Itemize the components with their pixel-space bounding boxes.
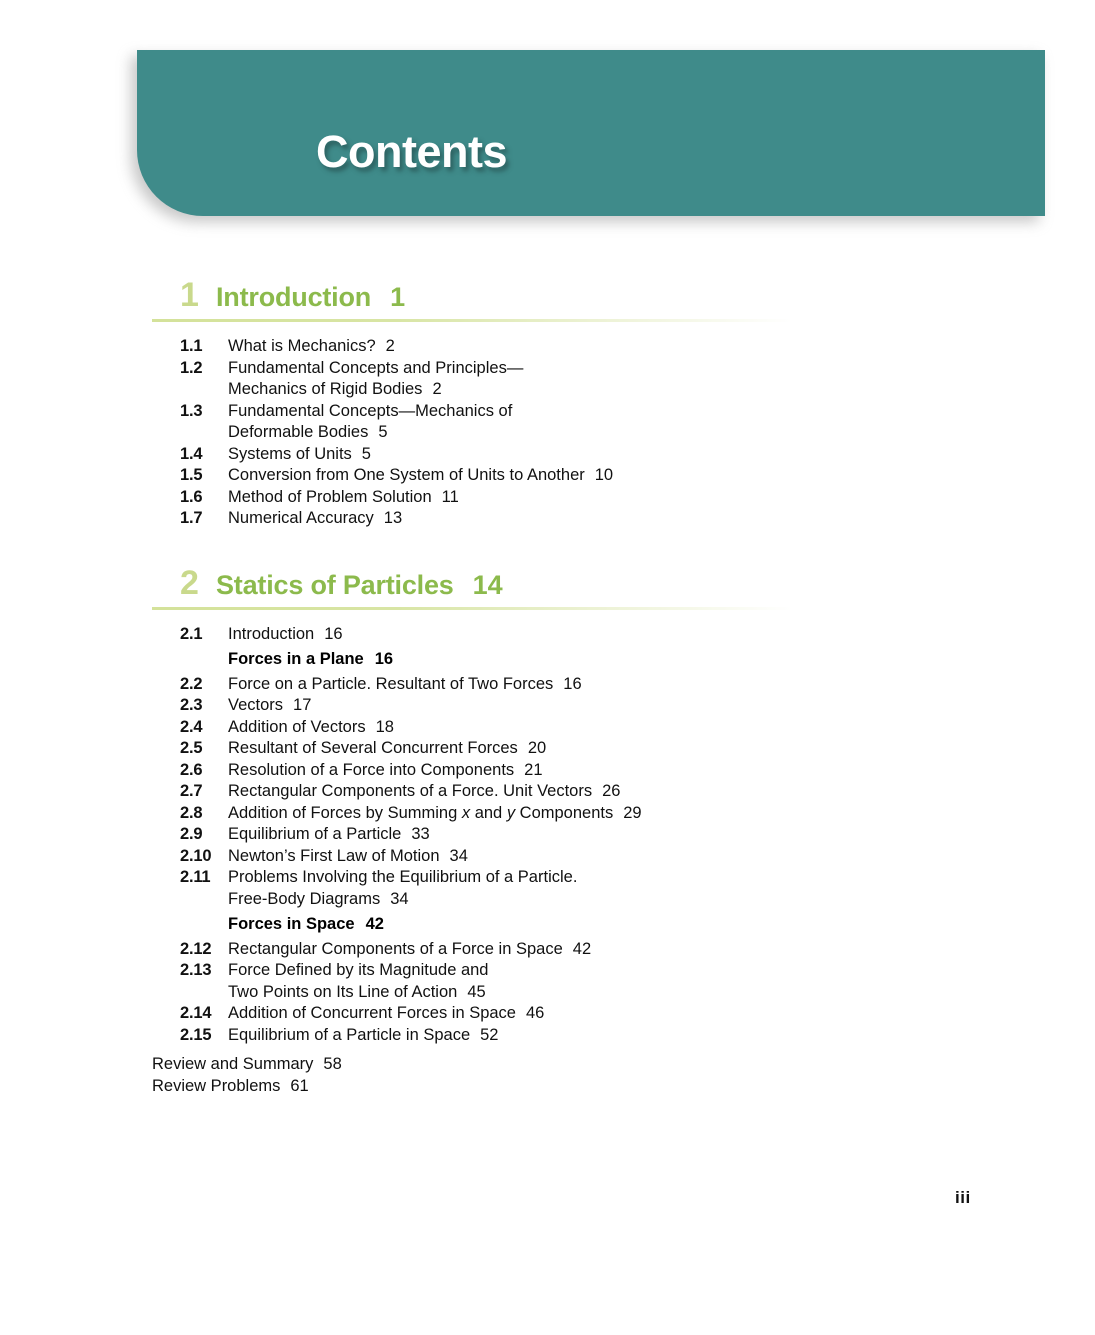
section-title-block xyxy=(228,444,972,466)
section-title-line xyxy=(228,960,972,982)
section-number: 2.9 xyxy=(180,825,203,843)
section-page-number: 2 xyxy=(432,380,442,398)
section-page-number: 29 xyxy=(623,803,642,822)
section-title-line xyxy=(228,358,972,380)
section-title-line xyxy=(228,738,972,760)
section-title-text: Fundamental Concepts and Principles— xyxy=(228,358,524,377)
section-title-text: Resolution of a Force into Components xyxy=(228,760,515,779)
section-title-text: Deformable Bodies xyxy=(228,423,369,441)
back-matter-entry[interactable] xyxy=(152,1076,342,1098)
section-title-block xyxy=(228,1025,972,1047)
toc-entry[interactable] xyxy=(180,444,972,466)
section-page-number: 13 xyxy=(383,509,403,527)
section-number: 2.1 xyxy=(180,624,203,643)
section-group-page: 42 xyxy=(365,915,384,933)
toc-entry[interactable] xyxy=(180,401,972,444)
section-title-block xyxy=(228,508,972,530)
section-title-text: Addition of Vectors xyxy=(228,717,366,736)
section-group-page: 16 xyxy=(374,650,394,668)
section-title-block xyxy=(228,960,972,1003)
section-page-number: 16 xyxy=(324,624,343,643)
section-page-number: 2 xyxy=(385,337,395,355)
section-title-line xyxy=(228,824,972,846)
toc-entry[interactable] xyxy=(180,465,972,487)
section-title-block xyxy=(228,336,972,358)
section-title-line xyxy=(228,379,972,401)
section-title-text: Mechanics of Rigid Bodies xyxy=(228,380,423,398)
back-matter-list xyxy=(152,1054,342,1097)
section-page-number: 16 xyxy=(563,674,582,693)
section-title-text: Introduction xyxy=(228,624,315,643)
section-title-text: Components xyxy=(515,803,614,822)
toc-entry[interactable] xyxy=(180,939,972,961)
section-title-block xyxy=(228,1003,972,1025)
section-number: 2.12 xyxy=(180,939,212,958)
toc-entry[interactable] xyxy=(180,738,972,760)
section-number: 2.3 xyxy=(180,696,203,714)
section-title-line xyxy=(228,717,972,739)
chapter-divider xyxy=(152,319,792,322)
section-title-line xyxy=(228,1025,972,1047)
toc-entry[interactable] xyxy=(180,624,972,646)
section-title-block xyxy=(228,760,972,782)
section-title-block xyxy=(228,867,972,910)
section-page-number: 33 xyxy=(411,825,430,843)
toc-entry[interactable] xyxy=(180,717,972,739)
section-title-text: Conversion from One System of Units to Another xyxy=(228,466,585,484)
page-title: Contents xyxy=(316,126,507,177)
chapter-page-number: 14 xyxy=(472,569,503,600)
section-number: 2.8 xyxy=(180,803,203,822)
toc-entry[interactable] xyxy=(180,695,972,717)
spacer xyxy=(180,649,228,671)
section-title-text: Force Defined by its Magnitude and xyxy=(228,961,489,979)
section-title-line xyxy=(228,444,972,466)
section-page-number: 42 xyxy=(572,939,592,958)
back-matter-entry[interactable] xyxy=(152,1054,342,1076)
section-title-line xyxy=(228,846,972,868)
section-number: 1.5 xyxy=(180,466,203,484)
section-title-text: Addition of Concurrent Forces in Space xyxy=(228,1004,516,1022)
chapter-title: Statics of Particles xyxy=(216,569,454,600)
chapter-number: 1 xyxy=(180,276,199,314)
section-page-number: 18 xyxy=(375,717,394,736)
section-number: 2.14 xyxy=(180,1004,212,1022)
back-matter-page: 58 xyxy=(323,1055,342,1073)
page-number: iii xyxy=(955,1188,971,1207)
section-title-line xyxy=(228,889,972,911)
toc-entry[interactable] xyxy=(180,336,972,358)
section-page-number: 5 xyxy=(361,444,371,463)
section-title-block xyxy=(228,846,972,868)
section-title-block xyxy=(228,465,972,487)
back-matter-label: Review Problems xyxy=(152,1076,281,1095)
toc-entry[interactable] xyxy=(180,1003,972,1025)
section-page-number: 45 xyxy=(467,982,486,1001)
section-number: 1.7 xyxy=(180,509,203,527)
section-title-line xyxy=(228,401,972,423)
section-group-heading xyxy=(180,649,972,671)
section-group-label: Forces in Space xyxy=(228,915,355,933)
section-title-line xyxy=(228,982,972,1004)
chapter-title: Introduction xyxy=(216,282,372,312)
toc-entry[interactable] xyxy=(180,760,972,782)
section-title-text: Force on a Particle. Resultant of Two Forces xyxy=(228,674,554,693)
chapter-page-number: 1 xyxy=(390,282,406,312)
section-title-text: Method of Problem Solution xyxy=(228,487,432,506)
section-title-text: Equilibrium of a Particle xyxy=(228,825,402,843)
section-page-number: 26 xyxy=(602,782,621,800)
chapter-heading[interactable] xyxy=(152,563,972,602)
section-number: 2.10 xyxy=(180,846,212,865)
toc-entry[interactable] xyxy=(180,1025,972,1047)
section-page-number: 21 xyxy=(524,760,543,779)
section-title-block xyxy=(228,358,972,401)
toc-entry[interactable] xyxy=(180,508,972,530)
banner-fill xyxy=(137,50,1045,216)
section-title-block xyxy=(228,738,972,760)
toc-entry[interactable] xyxy=(180,960,972,1003)
chapter-number: 2 xyxy=(180,563,199,602)
section-page-number: 5 xyxy=(378,423,388,441)
section-title-text: Fundamental Concepts—Mechanics of xyxy=(228,401,513,420)
toc-entry[interactable] xyxy=(180,487,972,509)
chapter-heading[interactable] xyxy=(152,278,972,312)
section-list xyxy=(152,336,972,530)
section-title-text: Rectangular Components of a Force. Unit Vectors xyxy=(228,782,593,800)
back-matter-page: 61 xyxy=(290,1076,309,1095)
section-title-text: Numerical Accuracy xyxy=(228,509,374,527)
section-number: 1.2 xyxy=(180,358,203,377)
section-title-line xyxy=(228,508,972,530)
section-title-line xyxy=(228,803,972,825)
section-page-number: 20 xyxy=(527,739,547,757)
section-title-text: Free-Body Diagrams xyxy=(228,889,381,908)
section-title-block xyxy=(228,939,972,961)
back-matter-label: Review and Summary xyxy=(152,1055,314,1073)
section-title-block xyxy=(228,824,972,846)
spacer xyxy=(180,914,228,936)
section-title-line xyxy=(228,487,972,509)
section-number: 2.7 xyxy=(180,782,203,800)
variable-x: x xyxy=(461,803,471,822)
section-number: 1.1 xyxy=(180,337,203,355)
section-group-heading xyxy=(180,914,972,936)
section-title-text: Newton’s First Law of Motion xyxy=(228,846,440,865)
toc-entry[interactable] xyxy=(180,803,972,825)
section-title-text: Addition of Forces by Summing xyxy=(228,803,462,822)
section-title-text: Resultant of Several Concurrent Forces xyxy=(228,739,518,757)
section-number: 2.15 xyxy=(180,1025,212,1044)
section-title-line xyxy=(228,624,972,646)
section-number: 2.11 xyxy=(180,868,211,886)
section-title-text: Equilibrium of a Particle in Space xyxy=(228,1025,471,1044)
section-page-number: 11 xyxy=(441,487,459,506)
section-title-text: Problems Involving the Equilibrium of a Particle. xyxy=(228,868,578,886)
section-number: 1.3 xyxy=(180,401,203,420)
section-page-number: 17 xyxy=(293,696,312,714)
section-title-block xyxy=(228,717,972,739)
section-title-line xyxy=(228,336,972,358)
section-page-number: 10 xyxy=(594,466,614,484)
section-group-label: Forces in a Plane xyxy=(228,650,364,668)
contents-banner xyxy=(137,50,1045,216)
section-title-line xyxy=(228,1003,972,1025)
toc-list xyxy=(152,278,972,1052)
section-number: 2.13 xyxy=(180,961,212,979)
section-title-text: Vectors xyxy=(228,696,284,714)
toc-entry[interactable] xyxy=(180,867,972,910)
toc-entry[interactable] xyxy=(180,781,972,803)
toc-entry[interactable] xyxy=(180,824,972,846)
section-title-line xyxy=(228,465,972,487)
section-title-block xyxy=(228,803,972,825)
section-title-line xyxy=(228,422,972,444)
variable-y: y xyxy=(506,803,516,822)
section-page-number: 46 xyxy=(526,1004,545,1022)
section-title-block xyxy=(228,401,972,444)
section-list xyxy=(152,624,972,1047)
section-title-line xyxy=(228,674,972,696)
section-title-block xyxy=(228,695,972,717)
section-title-text: and xyxy=(470,803,507,822)
section-title-block xyxy=(228,674,972,696)
section-number: 2.2 xyxy=(180,674,203,693)
section-title-line xyxy=(228,695,972,717)
chapter-block xyxy=(152,278,972,530)
section-page-number: 34 xyxy=(449,846,468,865)
section-page-number: 34 xyxy=(390,889,409,908)
section-title-line xyxy=(228,867,972,889)
section-number: 2.6 xyxy=(180,760,203,779)
section-number: 1.6 xyxy=(180,487,203,506)
chapter-divider xyxy=(152,607,792,610)
section-title-line xyxy=(228,939,972,961)
section-title-block xyxy=(228,487,972,509)
section-title-text: Rectangular Components of a Force in Space xyxy=(228,939,563,958)
chapter-block xyxy=(152,563,972,1047)
section-title-block xyxy=(228,781,972,803)
section-page-number: 52 xyxy=(480,1025,499,1044)
section-title-text: Systems of Units xyxy=(228,444,352,463)
section-title-text: What is Mechanics? xyxy=(228,337,376,355)
toc-entry[interactable] xyxy=(180,358,972,401)
section-number: 2.5 xyxy=(180,739,203,757)
section-title-line xyxy=(228,781,972,803)
section-title-block xyxy=(228,624,972,646)
section-number: 2.4 xyxy=(180,717,203,736)
toc-entry[interactable] xyxy=(180,674,972,696)
section-title-line xyxy=(228,760,972,782)
section-title-text: Two Points on Its Line of Action xyxy=(228,982,458,1001)
section-number: 1.4 xyxy=(180,444,203,463)
toc-entry[interactable] xyxy=(180,846,972,868)
